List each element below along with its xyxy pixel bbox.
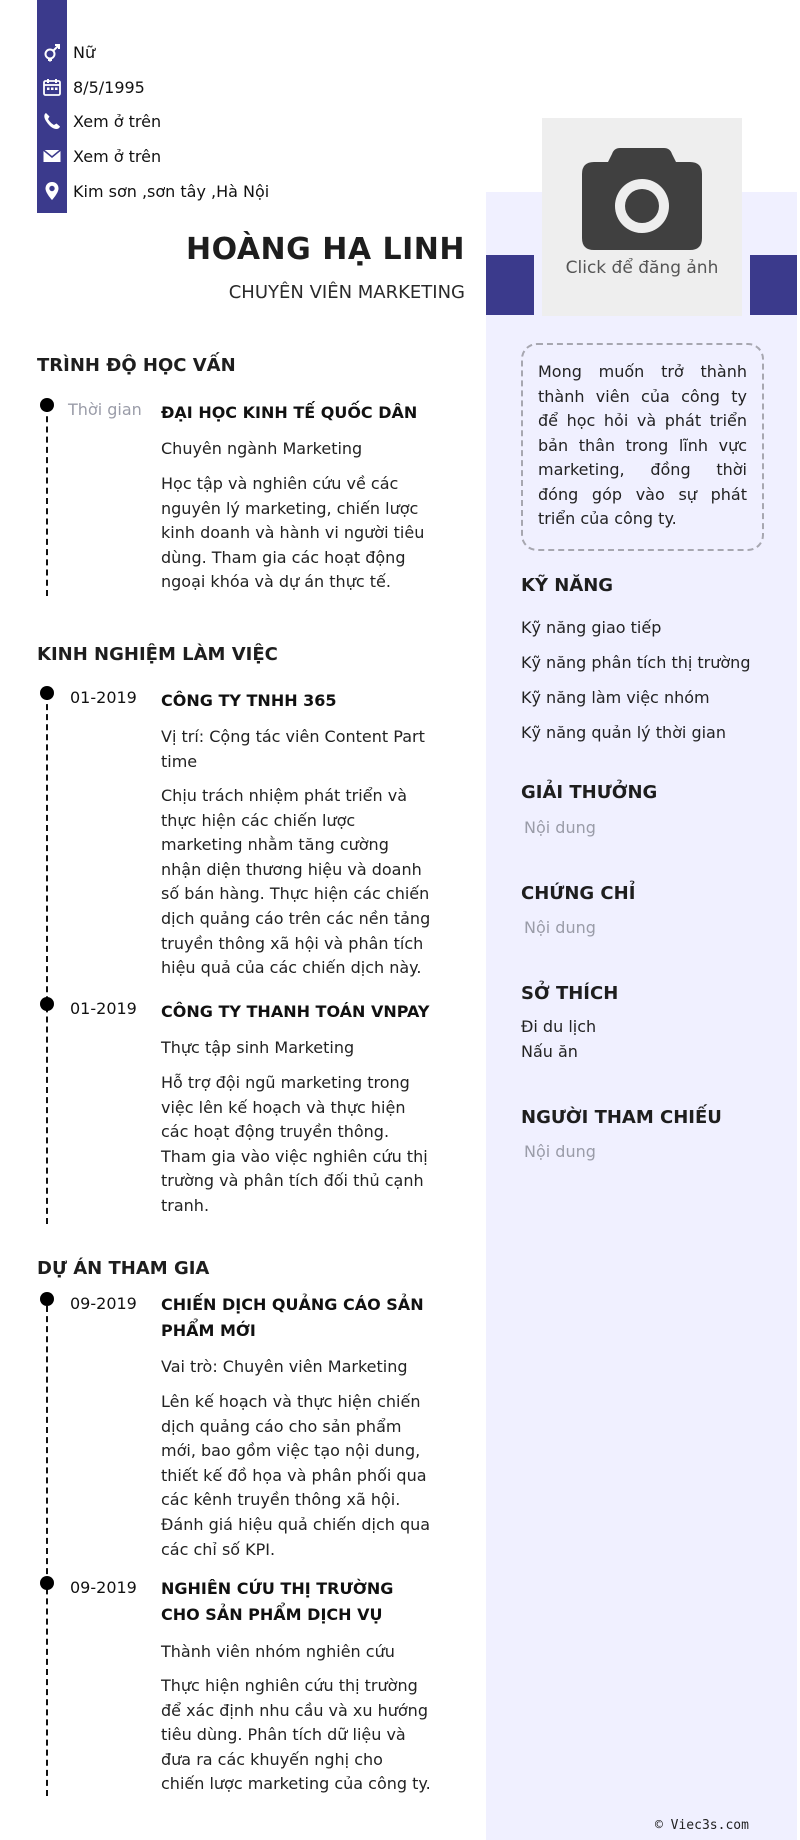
timeline-dot bbox=[40, 997, 54, 1011]
timeline-line bbox=[46, 406, 48, 596]
photo-upload-label[interactable]: Click để đăng ảnh bbox=[565, 258, 719, 278]
skill-item: Kỹ năng quản lý thời gian bbox=[521, 723, 726, 742]
experience-heading: KINH NGHIỆM LÀM VIỆC bbox=[37, 644, 278, 665]
contact-email-text: Xem ở trên bbox=[73, 146, 162, 166]
projects-heading: DỰ ÁN THAM GIA bbox=[37, 1258, 210, 1279]
entry-date: 09-2019 bbox=[70, 1578, 137, 1597]
entry-role: Vị trí: Cộng tác viên Content Part time bbox=[161, 727, 425, 771]
hobby-item: Đi du lịch bbox=[521, 1017, 597, 1036]
contact-address bbox=[41, 177, 269, 205]
entry-role: Chuyên ngành Marketing bbox=[161, 439, 363, 458]
accent-band-right bbox=[750, 255, 797, 315]
gender-icon bbox=[41, 41, 63, 63]
certificates-heading: CHỨNG CHỈ bbox=[521, 883, 636, 904]
entry-role: Thành viên nhóm nghiên cứu bbox=[161, 1642, 395, 1661]
entry-date[interactable]: Thời gian bbox=[68, 400, 142, 419]
candidate-name: HOÀNG HẠ LINH bbox=[186, 232, 465, 267]
skill-item: Kỹ năng làm việc nhóm bbox=[521, 688, 710, 707]
phone-icon bbox=[41, 110, 63, 132]
entry-organization: NGHIÊN CỨU THỊ TRƯỜNG CHO SẢN PHẨM DỊCH VỤ bbox=[161, 1579, 394, 1624]
entry-description: Học tập và nghiên cứu về các nguyên lý marketing, chiến lược kinh doanh và hành vi người tiêu dùng. Tham gia các hoạt động ngoại khóa và dự án thực tế. bbox=[161, 474, 425, 592]
awards-heading: GIẢI THƯỞNG bbox=[521, 782, 658, 803]
accent-band-left bbox=[486, 255, 534, 315]
contact-birthday bbox=[41, 73, 145, 101]
timeline-line bbox=[46, 694, 48, 1224]
references-placeholder[interactable]: Nội dung bbox=[524, 1142, 596, 1161]
skills-heading: KỸ NĂNG bbox=[521, 575, 614, 596]
entry-description: Lên kế hoạch và thực hiện chiến dịch quảng cáo cho sản phẩm mới, bao gồm việc tạo nội dung, thiết kế đồ họa và phân phối qua các kênh truyền thông xã hội. Đánh giá hiệu quả chiến dịch qua các chỉ số KPI. bbox=[161, 1392, 431, 1559]
contact-phone bbox=[41, 107, 161, 135]
entry-description: Chịu trách nhiệm phát triển và thực hiện các chiến lược marketing nhằm tăng cường nhận diện thương hiệu và doanh số bán hàng. Thực hiện các chiến dịch quảng cáo trên các nền tảng truyền thông xã hội và phân tích hiệu quả của các chiến dịch này. bbox=[161, 786, 431, 978]
photo-upload[interactable] bbox=[542, 118, 742, 316]
location-pin-icon bbox=[41, 180, 63, 202]
awards-placeholder[interactable]: Nội dung bbox=[524, 818, 596, 837]
timeline-line bbox=[46, 1306, 48, 1796]
contact-phone-text: Xem ở trên bbox=[73, 111, 162, 131]
contact-birthday-text: 8/5/1995 bbox=[73, 77, 145, 97]
contact-address-text: Kim sơn ,sơn tây ,Hà Nội bbox=[73, 181, 270, 201]
timeline-dot bbox=[40, 686, 54, 700]
timeline-dot bbox=[40, 398, 54, 412]
footer-watermark: © Viec3s.com bbox=[655, 1818, 749, 1833]
entry-description: Thực hiện nghiên cứu thị trường để xác định nhu cầu và xu hướng tiêu dùng. Phân tích dữ liệu và đưa ra các khuyến nghị cho chiến lược marketing của công ty. bbox=[161, 1676, 431, 1794]
skill-item: Kỹ năng giao tiếp bbox=[521, 618, 662, 637]
calendar-icon bbox=[41, 76, 63, 98]
education-heading: TRÌNH ĐỘ HỌC VẤN bbox=[37, 355, 236, 376]
envelope-icon bbox=[41, 145, 63, 167]
camera-icon bbox=[582, 146, 702, 250]
contact-gender bbox=[41, 38, 95, 66]
entry-organization: CHIẾN DỊCH QUẢNG CÁO SẢN PHẨM MỚI bbox=[161, 1295, 424, 1340]
entry-date: 01-2019 bbox=[70, 688, 137, 707]
entry-organization: CÔNG TY TNHH 365 bbox=[161, 691, 337, 710]
timeline-dot bbox=[40, 1292, 54, 1306]
contact-email bbox=[41, 142, 161, 170]
entry-role: Vai trò: Chuyên viên Marketing bbox=[161, 1357, 408, 1376]
entry-description: Hỗ trợ đội ngũ marketing trong việc lên kế hoạch và thực hiện các hoạt động truyền thông. Tham gia vào việc nghiên cứu thị trường và phân tích đối thủ cạnh tranh. bbox=[161, 1073, 428, 1215]
career-objective: Mong muốn trở thành thành viên của công ty để học hỏi và phát triển bản thân trong lĩnh vực marketing, đồng thời đóng góp vào sự phát triển của công ty. bbox=[521, 343, 764, 551]
entry-date: 01-2019 bbox=[70, 999, 137, 1018]
hobby-item: Nấu ăn bbox=[521, 1042, 578, 1061]
entry-date: 09-2019 bbox=[70, 1294, 137, 1313]
references-heading: NGƯỜI THAM CHIẾU bbox=[521, 1107, 722, 1128]
entry-organization: ĐẠI HỌC KINH TẾ QUỐC DÂN bbox=[161, 403, 418, 422]
candidate-title: CHUYÊN VIÊN MARKETING bbox=[228, 282, 465, 303]
contact-gender-text: Nữ bbox=[73, 42, 96, 62]
skill-item: Kỹ năng phân tích thị trường bbox=[521, 653, 751, 672]
timeline-dot bbox=[40, 1576, 54, 1590]
entry-role: Thực tập sinh Marketing bbox=[161, 1038, 355, 1057]
entry-organization: CÔNG TY THANH TOÁN VNPAY bbox=[161, 1002, 430, 1021]
certificates-placeholder[interactable]: Nội dung bbox=[524, 918, 596, 937]
hobbies-heading: SỞ THÍCH bbox=[521, 983, 619, 1004]
